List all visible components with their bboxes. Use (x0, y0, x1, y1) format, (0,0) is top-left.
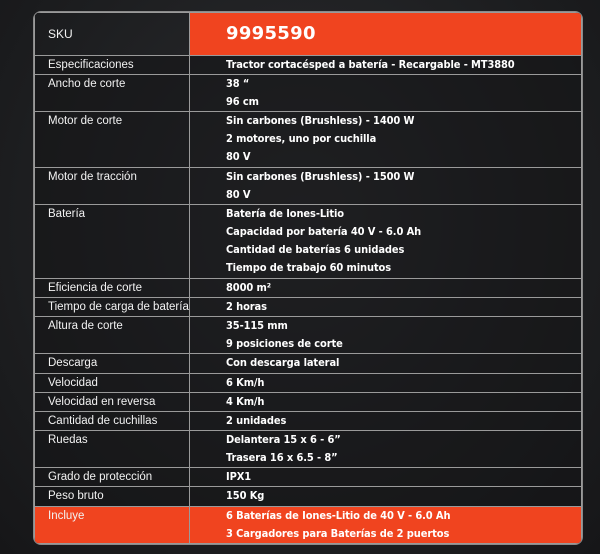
spec-label: Eficiencia de corte (35, 278, 190, 297)
spec-row-velocidad (35, 373, 582, 392)
spec-label: Batería (35, 205, 190, 279)
spec-row-tiempo-de-carga-de-bateria (35, 297, 582, 316)
spec-label: Cantidad de cuchillas (35, 411, 190, 430)
includes-row (35, 506, 582, 543)
spec-row-peso-bruto (35, 487, 582, 506)
spec-value-line: Delantera 15 x 6 - 6” (226, 433, 341, 447)
spec-value-line: 6 Km/h (226, 375, 265, 389)
spec-label: Ruedas (35, 431, 190, 468)
spec-label: Grado de protección (35, 468, 190, 487)
spec-value-line: 2 unidades (226, 413, 287, 427)
spec-value (190, 468, 582, 487)
spec-label: Especificaciones (35, 56, 190, 75)
spec-value-line: 2 horas (226, 299, 267, 313)
spec-table-card (33, 11, 583, 545)
spec-table (34, 12, 582, 544)
spec-value-line: 80 V (226, 187, 251, 201)
spec-row-bateria (35, 205, 582, 279)
spec-value (190, 112, 582, 167)
spec-row-motor-de-traccion (35, 167, 582, 204)
spec-value (190, 317, 582, 354)
spec-value-line: 38 “ (226, 77, 250, 91)
spec-value-line: 3 Cargadores para Baterías de 2 puertos (226, 526, 450, 540)
spec-label: Altura de corte (35, 317, 190, 354)
sku-value: 9995590 (190, 13, 582, 56)
spec-value-line: 8000 m² (226, 280, 271, 294)
spec-value-line: 2 motores, uno por cuchilla (226, 132, 377, 146)
spec-value-line: Tiempo de trabajo 60 minutos (226, 261, 392, 275)
spec-value (190, 278, 582, 297)
spec-label: Motor de corte (35, 112, 190, 167)
spec-row-ancho-de-corte (35, 75, 582, 112)
spec-value-line: 150 Kg (226, 489, 265, 503)
spec-value (190, 297, 582, 316)
spec-value (190, 506, 582, 543)
spec-value (190, 392, 582, 411)
spec-value-line: Batería de Iones-Litio (226, 207, 344, 221)
spec-row-motor-de-corte (35, 112, 582, 167)
spec-value (190, 411, 582, 430)
sku-row (35, 13, 582, 56)
spec-label: Motor de tracción (35, 167, 190, 204)
spec-value (190, 56, 582, 75)
spec-label: Incluye (35, 506, 190, 543)
spec-label: Velocidad (35, 373, 190, 392)
spec-label: Peso bruto (35, 487, 190, 506)
spec-row-ruedas (35, 431, 582, 468)
spec-label: Descarga (35, 354, 190, 373)
spec-row-descarga (35, 354, 582, 373)
spec-value-line: Tractor cortacésped a batería - Recargable - MT3880 (226, 58, 515, 71)
sku-label: SKU (35, 13, 190, 56)
spec-row-cantidad-de-cuchillas (35, 411, 582, 430)
spec-value (190, 487, 582, 506)
spec-value (190, 373, 582, 392)
spec-value-line: Con descarga lateral (226, 356, 340, 370)
spec-value-line: Sin carbones (Brushless) - 1500 W (226, 169, 415, 183)
spec-value-line: 35-115 mm (226, 319, 288, 333)
spec-value-line: 4 Km/h (226, 394, 265, 408)
spec-value-line: Capacidad por batería 40 V - 6.0 Ah (226, 225, 422, 239)
spec-value (190, 354, 582, 373)
spec-value-line: 80 V (226, 150, 251, 164)
spec-value-line: Trasera 16 x 6.5 - 8” (226, 451, 338, 465)
spec-row-velocidad-en-reversa (35, 392, 582, 411)
spec-value-line: 96 cm (226, 95, 259, 109)
spec-label: Velocidad en reversa (35, 392, 190, 411)
spec-value (190, 167, 582, 204)
spec-label: Tiempo de carga de batería (35, 297, 190, 316)
spec-value (190, 431, 582, 468)
spec-value-line: IPX1 (226, 470, 252, 484)
spec-row-altura-de-corte (35, 317, 582, 354)
spec-row-grado-de-proteccion (35, 468, 582, 487)
spec-row-especificaciones (35, 56, 582, 75)
spec-row-eficiencia-de-corte (35, 278, 582, 297)
spec-value-line: 6 Baterías de Iones-Litio de 40 V - 6.0 Ah (226, 508, 451, 522)
spec-label: Ancho de corte (35, 75, 190, 112)
spec-value-line: 9 posiciones de corte (226, 337, 343, 351)
spec-value-line: Sin carbones (Brushless) - 1400 W (226, 114, 415, 128)
spec-value-line: Cantidad de baterías 6 unidades (226, 243, 405, 257)
spec-value (190, 75, 582, 112)
spec-value (190, 205, 582, 279)
